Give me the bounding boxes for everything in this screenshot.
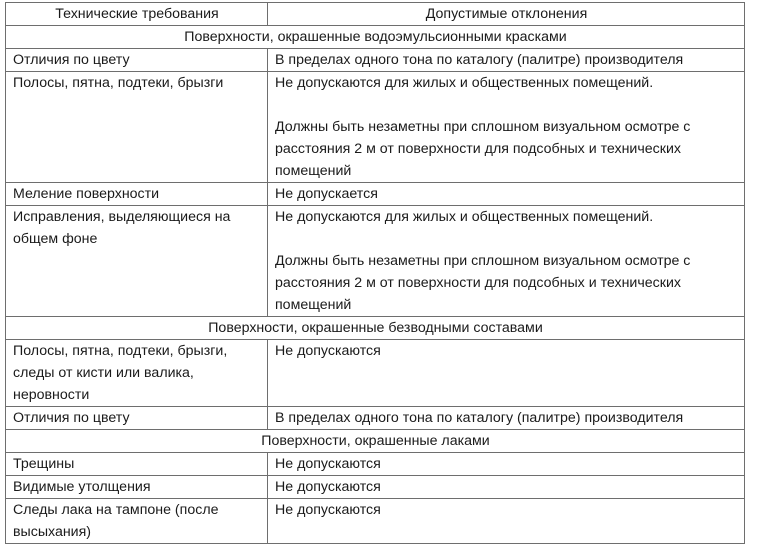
- deviation-text: Должны быть незаметны при сплошном визуальном осмотре с расстояния 2 м от поверхности для подсобных и технических помещений: [275, 119, 691, 179]
- section-title: Поверхности, окрашенные лаками: [6, 430, 745, 453]
- header-requirements: Технические требования: [6, 3, 268, 26]
- deviation-text: Не допускаются: [275, 502, 381, 518]
- requirement-cell: Следы лака на тампоне (после высыхания): [6, 499, 268, 544]
- requirement-cell: Отличия по цвету: [6, 49, 268, 72]
- deviation-cell: [268, 206, 745, 317]
- requirement-cell: Исправления, выделяющиеся на общем фоне: [6, 206, 268, 317]
- table-row: [6, 49, 745, 72]
- table-row: [6, 499, 745, 544]
- table-row: [6, 206, 745, 317]
- deviation-text: Не допускаются для жилых и общественных помещений.: [275, 209, 654, 225]
- deviation-cell: [268, 453, 745, 476]
- deviation-cell: [268, 49, 745, 72]
- section-title: Поверхности, окрашенные безводными составами: [6, 317, 745, 340]
- requirement-cell: Отличия по цвету: [6, 407, 268, 430]
- deviation-cell: [268, 340, 745, 407]
- deviation-cell: [268, 499, 745, 544]
- table-row: [6, 72, 745, 183]
- section-title: Поверхности, окрашенные водоэмульсионными красками: [6, 26, 745, 49]
- requirement-cell: Трещины: [6, 453, 268, 476]
- requirement-cell: Меление поверхности: [6, 183, 268, 206]
- table-row: [6, 476, 745, 499]
- deviation-text: Не допускаются: [275, 343, 381, 359]
- deviation-text: В пределах одного тона по каталогу (палитре) производителя: [275, 52, 684, 68]
- requirement-cell: Полосы, пятна, подтеки, брызги, следы от кисти или валика, неровности: [6, 340, 268, 407]
- deviation-text: Не допускаются для жилых и общественных помещений.: [275, 75, 654, 91]
- deviation-text: Не допускаются: [275, 456, 381, 472]
- table-row: [6, 407, 745, 430]
- deviation-cell: [268, 72, 745, 183]
- table-header-row: [6, 3, 745, 26]
- deviation-cell: [268, 183, 745, 206]
- table-row: [6, 340, 745, 407]
- deviation-text: Не допускаются: [275, 479, 381, 495]
- requirements-table: [5, 2, 745, 544]
- table-row: [6, 183, 745, 206]
- deviation-text: Не допускается: [275, 186, 378, 202]
- table-row: [6, 453, 745, 476]
- deviation-cell: [268, 476, 745, 499]
- section-row: [6, 430, 745, 453]
- section-row: [6, 26, 745, 49]
- deviation-text: Должны быть незаметны при сплошном визуальном осмотре с расстояния 2 м от поверхности для подсобных и технических помещений: [275, 253, 691, 313]
- requirement-cell: Полосы, пятна, подтеки, брызги: [6, 72, 268, 183]
- header-deviations: Допустимые отклонения: [268, 3, 745, 26]
- section-row: [6, 317, 745, 340]
- requirement-cell: Видимые утолщения: [6, 476, 268, 499]
- deviation-text: В пределах одного тона по каталогу (палитре) производителя: [275, 410, 684, 426]
- deviation-cell: [268, 407, 745, 430]
